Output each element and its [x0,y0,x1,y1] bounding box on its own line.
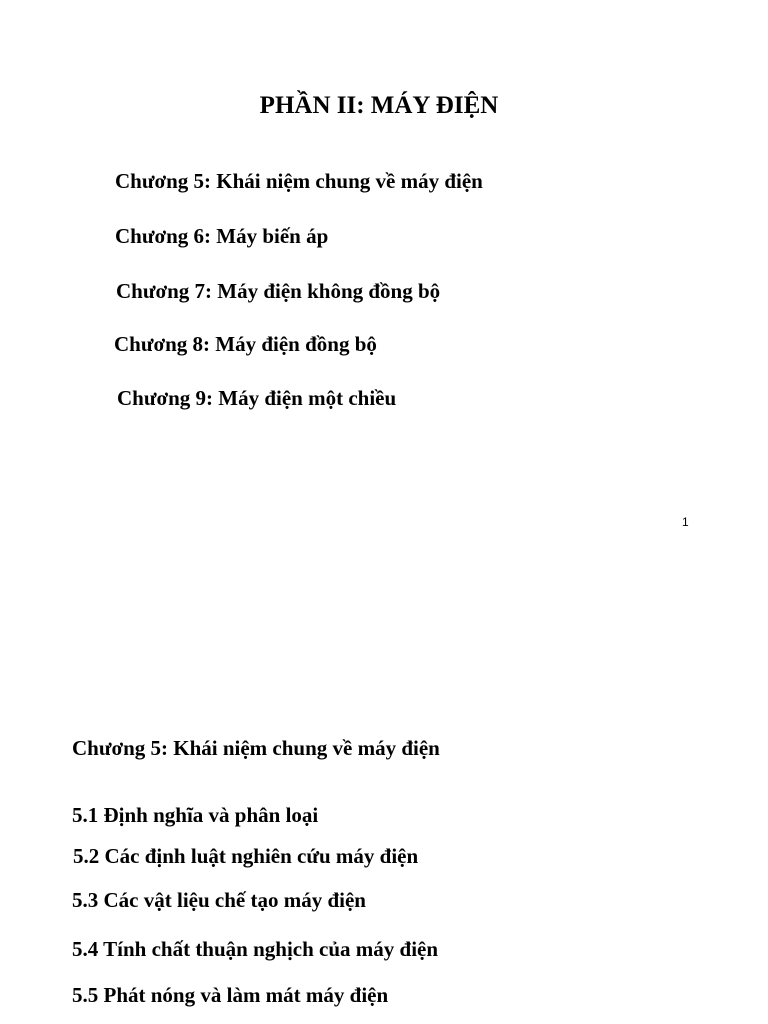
toc-chapter-7: Chương 7: Máy điện không đồng bộ [116,279,441,303]
chapter-5-heading: Chương 5: Khái niệm chung về máy điện [72,736,440,760]
toc-chapter-9: Chương 9: Máy điện một chiều [117,386,397,410]
toc-chapter-8: Chương 8: Máy điện đồng bộ [114,332,377,356]
part-title: PHẦN II: MÁY ĐIỆN [259,92,499,119]
section-5-1: 5.1 Định nghĩa và phân loại [72,803,319,827]
section-5-4: 5.4 Tính chất thuận nghịch của máy điện [72,937,439,961]
section-5-5: 5.5 Phát nóng và làm mát máy điện [72,983,389,1007]
toc-chapter-5: Chương 5: Khái niệm chung về máy điện [115,169,483,193]
section-5-3: 5.3 Các vật liệu chế tạo máy điện [72,888,366,912]
toc-chapter-6: Chương 6: Máy biến áp [115,224,329,248]
page-number: 1 [682,515,689,529]
section-5-2: 5.2 Các định luật nghiên cứu máy điện [73,844,419,868]
